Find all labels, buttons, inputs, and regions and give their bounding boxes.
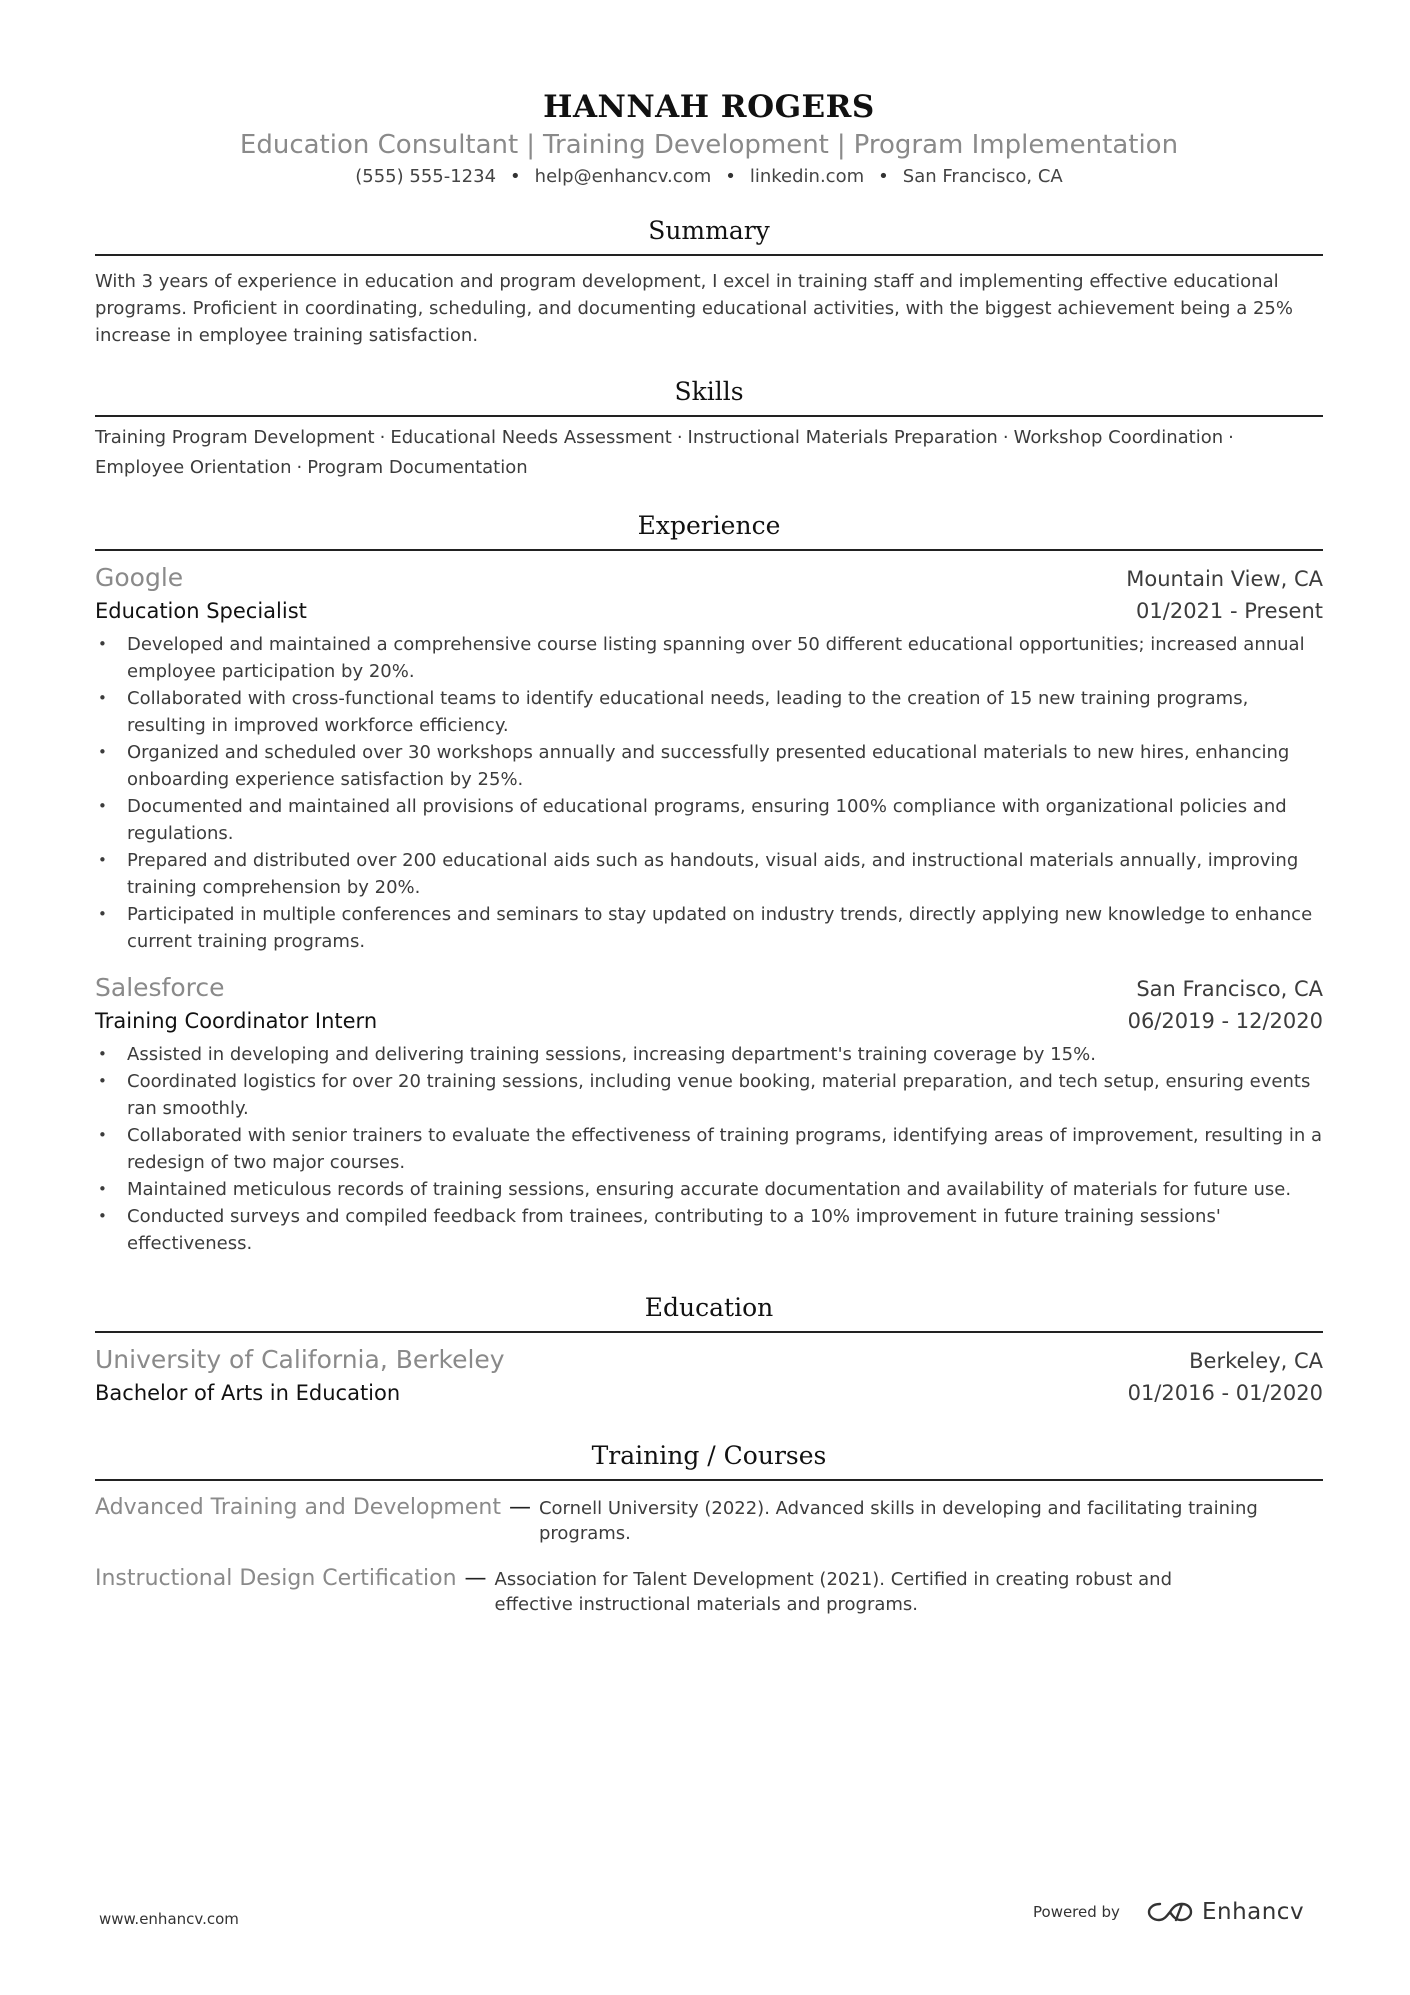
job-title: Training Coordinator Intern (95, 1009, 378, 1033)
skill-separator: · (676, 427, 683, 448)
skill-separator: · (379, 427, 386, 448)
achievement-item: • Developed and maintained a comprehensive course listing spanning over 50 different educational opportunities; increased annual employee participation by 20%. (95, 631, 1323, 685)
skill-separator: · (1002, 427, 1009, 448)
company-name: Salesforce (95, 973, 225, 1002)
course-description: Cornell University (2022). Advanced skills in developing and facilitating training programs. (538, 1498, 1258, 1544)
course-entry (95, 1566, 1323, 1617)
course-description: Association for Talent Development (2021). Certified in creating robust and effective instructional materials and programs. (494, 1569, 1173, 1615)
experience-header-row (95, 971, 1323, 1005)
headline-title: Program Implementation (853, 130, 1179, 160)
skill-item: Instructional Materials Preparation (687, 427, 998, 448)
enhancv-logo-icon (1146, 1898, 1194, 1926)
job-title: Education Specialist (95, 599, 307, 623)
course-entry (95, 1495, 1323, 1546)
achievement-item: • Maintained meticulous records of training sessions, ensuring accurate documentation and availability of materials for future use. (95, 1176, 1323, 1203)
contact-linkedin[interactable]: linkedin.com (749, 166, 865, 187)
skill-separator: · (1228, 427, 1234, 448)
footer-website-link[interactable]: www.enhancv.com (99, 1910, 239, 1928)
experience-role-row (95, 1005, 1323, 1037)
contact-line (95, 164, 1323, 190)
candidate-name: HANNAH ROGERS (543, 89, 875, 125)
powered-by-label: Powered by (1033, 1903, 1120, 1921)
education-header-row (95, 1343, 1323, 1377)
education-degree-row (95, 1377, 1323, 1409)
section-heading: Education (95, 1291, 1323, 1333)
skill-item: Training Program Development (95, 427, 375, 448)
achievement-item: • Documented and maintained all provisions of educational programs, ensuring 100% compliance with organizational policies and regulations. (95, 793, 1323, 847)
contact-location: San Francisco, CA (902, 166, 1063, 187)
skills-list (95, 423, 1323, 483)
contact-separator: • (725, 166, 736, 187)
job-location: San Francisco, CA (1136, 977, 1323, 1001)
course-dash: — (508, 1495, 531, 1520)
summary-text: With 3 years of experience in education and program development, I excel in training staff and implementing effective educational programs. Proficient in coordinating, scheduling, and documenting educational activities, with the biggest achievement being a 25% increase in employee training satisfaction. (95, 271, 1293, 346)
skill-item: Workshop Coordination (1013, 427, 1224, 448)
experience-role-row (95, 595, 1323, 627)
job-dates: 06/2019 - 12/2020 (1127, 1009, 1323, 1033)
headline-title: Education Consultant (239, 130, 519, 160)
education-dates: 01/2016 - 01/2020 (1127, 1381, 1323, 1405)
job-dates: 01/2021 - Present (1136, 599, 1323, 623)
headline-title: Training Development (542, 130, 829, 160)
school-location: Berkeley, CA (1189, 1349, 1323, 1373)
contact-email[interactable]: help@enhancv.com (534, 166, 712, 187)
achievement-item: • Organized and scheduled over 30 workshops annually and successfully presented educational materials to new hires, enhancing onboarding experience satisfaction by 25%. (95, 739, 1323, 793)
resume-page (95, 88, 1323, 1617)
section-heading: Skills (95, 375, 1323, 417)
achievement-item: • Participated in multiple conferences and seminars to stay updated on industry trends, directly applying new knowledge to enhance current training programs. (95, 901, 1323, 955)
section-heading: Experience (95, 509, 1323, 551)
company-name: Google (95, 563, 184, 592)
resume-header (95, 88, 1323, 190)
skill-item: Program Documentation (307, 457, 528, 478)
skills-section (95, 375, 1323, 483)
skill-item: Educational Needs Assessment (390, 427, 672, 448)
achievement-item: • Conducted surveys and compiled feedback from trainees, contributing to a 10% improvement in future training sessions' effectiveness. (95, 1203, 1323, 1257)
experience-section (95, 509, 1323, 1257)
enhancv-brand-name[interactable]: Enhancv (1201, 1899, 1305, 1925)
summary-section (95, 214, 1323, 349)
headline-titles (95, 128, 1323, 162)
courses-section (95, 1439, 1323, 1617)
course-name: Instructional Design Certification (95, 1566, 457, 1591)
experience-entry (95, 561, 1323, 955)
experience-entry (95, 971, 1323, 1257)
experience-header-row (95, 561, 1323, 595)
school-name: University of California, Berkeley (95, 1345, 505, 1374)
course-dash: — (464, 1566, 487, 1591)
contact-separator: • (510, 166, 521, 187)
footer-branding (1033, 1898, 1304, 1926)
contact-separator: • (878, 166, 889, 187)
achievement-item: • Prepared and distributed over 200 educational aids such as handouts, visual aids, and instructional materials annually, improving training comprehension by 20%. (95, 847, 1323, 901)
skill-item: Employee Orientation (95, 457, 292, 478)
degree-name: Bachelor of Arts in Education (95, 1381, 401, 1405)
achievement-item: • Assisted in developing and delivering training sessions, increasing department's training coverage by 15%. (95, 1041, 1323, 1068)
achievement-list (95, 631, 1323, 955)
section-heading: Summary (95, 214, 1323, 256)
achievement-item: • Collaborated with cross-functional teams to identify educational needs, leading to the creation of 15 new training programs, resulting in improved workforce efficiency. (95, 685, 1323, 739)
education-entry (95, 1343, 1323, 1409)
achievement-item: • Collaborated with senior trainers to evaluate the effectiveness of training programs, identifying areas of improvement, resulting in a redesign of two major courses. (95, 1122, 1323, 1176)
achievement-item: • Coordinated logistics for over 20 training sessions, including venue booking, material preparation, and tech setup, ensuring events ran smoothly. (95, 1068, 1323, 1122)
section-heading: Training / Courses (95, 1439, 1323, 1481)
skill-separator: · (296, 457, 303, 478)
contact-phone: (555) 555-1234 (355, 166, 497, 187)
title-separator: | (836, 130, 846, 160)
course-name: Advanced Training and Development (95, 1495, 501, 1520)
achievement-list (95, 1041, 1323, 1257)
education-section (95, 1291, 1323, 1409)
job-location: Mountain View, CA (1126, 567, 1323, 591)
title-separator: | (526, 130, 535, 160)
